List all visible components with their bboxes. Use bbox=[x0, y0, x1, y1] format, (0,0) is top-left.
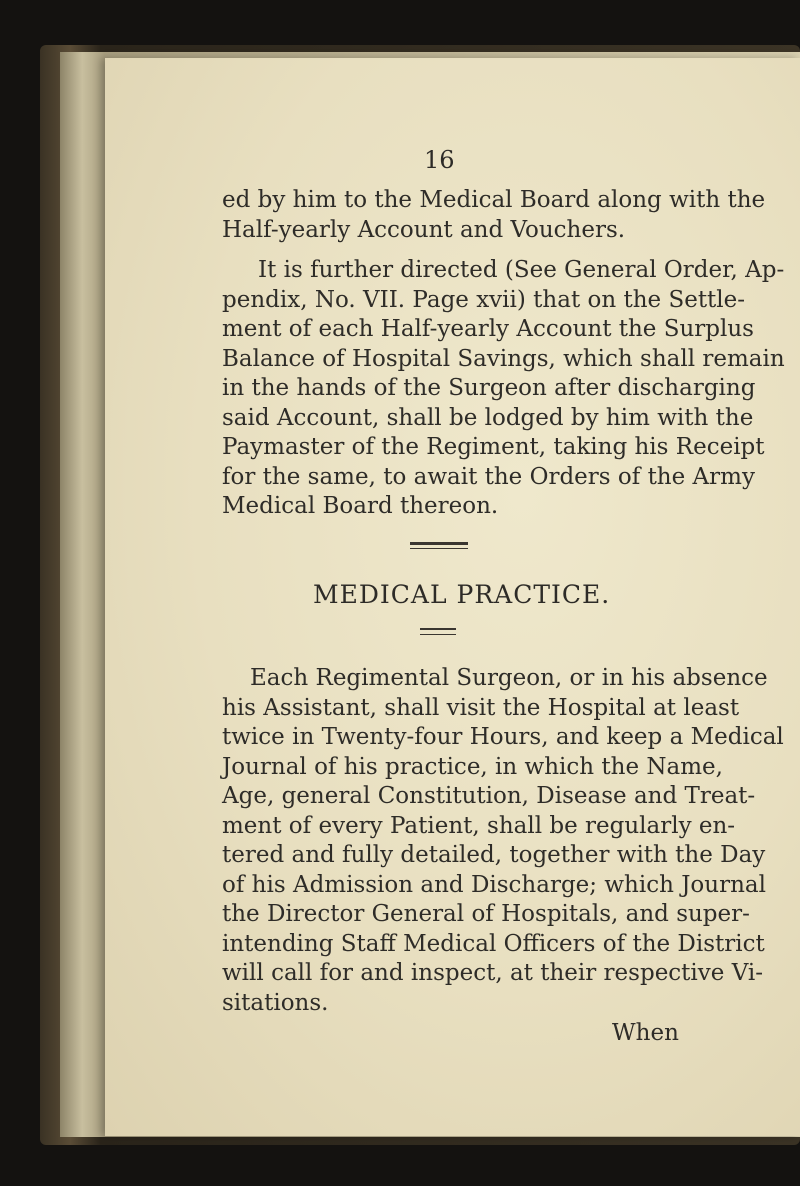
text-line: of his Admission and Discharge; which Journal bbox=[222, 871, 766, 898]
page-number: 16 bbox=[424, 146, 455, 174]
text-line: Medical Board thereon. bbox=[222, 493, 499, 519]
text-line: tered and fully detailed, together with the Day bbox=[222, 842, 766, 868]
text-line: the Director General of Hospitals, and super- bbox=[222, 901, 750, 927]
divider-rule bbox=[420, 634, 456, 635]
text-line: said Account, shall be lodged by him with the bbox=[222, 404, 754, 431]
text-line: Each Regimental Surgeon, or in his absence bbox=[250, 665, 768, 691]
text-line: Balance of Hospital Savings, which shall remain bbox=[222, 345, 785, 372]
text-line: Paymaster of the Regiment, taking his Receipt bbox=[222, 434, 765, 460]
paragraph-medical-practice bbox=[222, 664, 784, 1018]
text-line: in the hands of the Surgeon after discharging bbox=[222, 375, 756, 401]
paragraph-continuation bbox=[222, 186, 766, 245]
divider-rule bbox=[420, 628, 456, 630]
text-line: Journal of his practice, in which the Name, bbox=[222, 753, 723, 780]
text-line: sitations. bbox=[222, 989, 329, 1016]
catchword: When bbox=[612, 1020, 679, 1046]
text-line: It is further directed (See General Order, Ap- bbox=[258, 257, 785, 283]
paragraph-surplus-balance bbox=[222, 256, 785, 522]
text-line: ment of each Half-yearly Account the Surplus bbox=[222, 316, 754, 342]
ornamental-rule bbox=[410, 542, 468, 545]
text-line: twice in Twenty-four Hours, and keep a Medical bbox=[222, 724, 784, 750]
text-line: Age, general Constitution, Disease and Treat- bbox=[222, 783, 756, 809]
text-line: will call for and inspect, at their respective Vi- bbox=[222, 960, 764, 986]
text-line: intending Staff Medical Officers of the District bbox=[222, 930, 765, 957]
text-line: for the same, to await the Orders of the Army bbox=[222, 463, 755, 490]
text-line: ment of every Patient, shall be regularly en- bbox=[222, 812, 736, 839]
text-line: Half-yearly Account and Vouchers. bbox=[222, 216, 626, 243]
text-line: ed by him to the Medical Board along with the bbox=[222, 187, 766, 213]
ornamental-rule bbox=[410, 548, 468, 549]
text-line: his Assistant, shall visit the Hospital at least bbox=[222, 694, 740, 721]
section-heading: MEDICAL PRACTICE. bbox=[313, 580, 611, 609]
text-line: pendix, No. VII. Page xvii) that on the Settle- bbox=[222, 286, 746, 313]
